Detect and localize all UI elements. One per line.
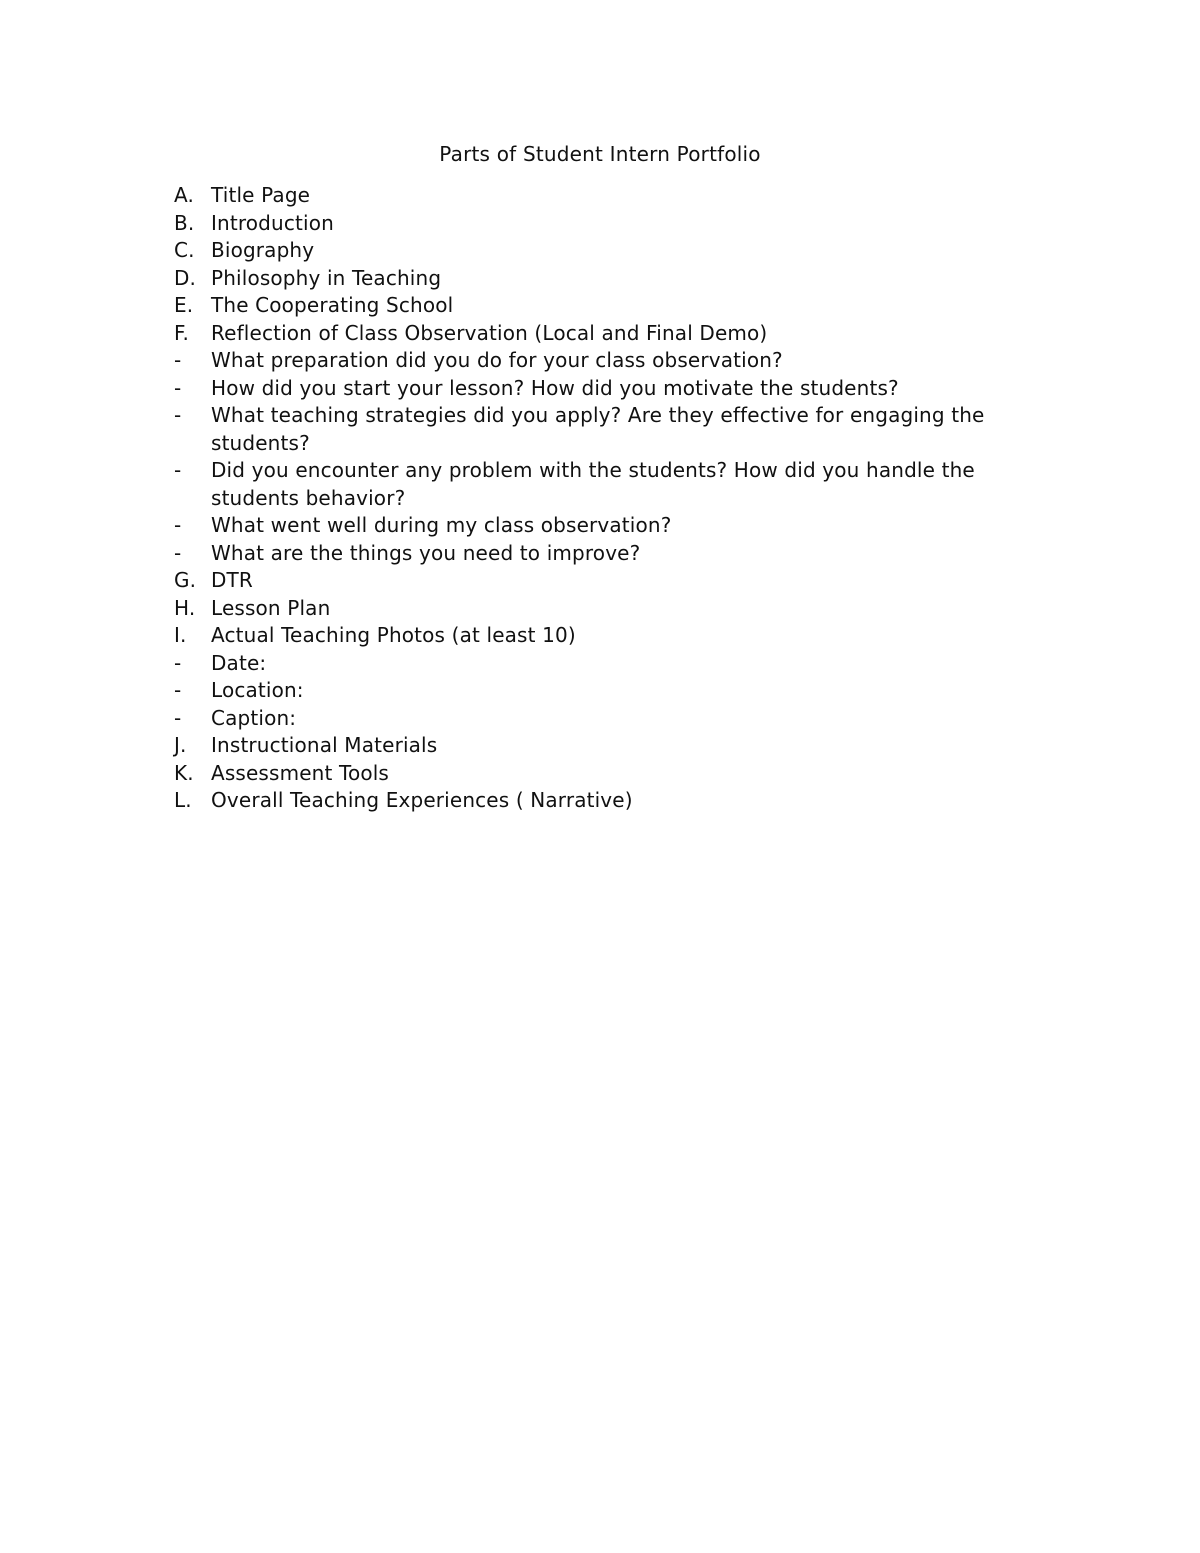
list-marker: C. xyxy=(174,238,195,262)
dash-marker: - xyxy=(174,513,182,537)
list-subitem xyxy=(174,457,1044,512)
list-item xyxy=(174,265,1044,293)
list-item-text: Biography xyxy=(211,238,315,262)
list-item-text: DTR xyxy=(211,568,253,592)
list-item-text: Actual Teaching Photos (at least 10) xyxy=(211,623,576,647)
list-item-text: The Cooperating School xyxy=(211,293,454,317)
dash-marker: - xyxy=(174,375,182,400)
list-marker: F. xyxy=(174,320,189,345)
list-marker: K. xyxy=(174,760,194,785)
list-item xyxy=(174,320,1044,348)
list-item xyxy=(174,732,1044,760)
list-item xyxy=(174,760,1044,788)
list-marker: G. xyxy=(174,568,197,592)
list-item-text: What went well during my class observation? xyxy=(211,513,672,537)
list-item-text: Introduction xyxy=(211,210,334,235)
list-subitem xyxy=(174,512,1044,540)
dash-marker: - xyxy=(174,403,182,427)
list-item xyxy=(174,210,1044,238)
list-marker: E. xyxy=(174,293,194,317)
portfolio-parts-list xyxy=(174,182,1044,815)
dash-marker: - xyxy=(174,650,182,675)
list-marker: D. xyxy=(174,265,197,290)
list-item-text: Did you encounter any problem with the students? How did you handle the students behavior? xyxy=(211,458,975,510)
list-marker: J. xyxy=(174,733,187,757)
list-item-text: Date: xyxy=(211,650,267,675)
dash-marker: - xyxy=(174,705,182,730)
list-subitem xyxy=(174,402,1044,457)
list-marker: I. xyxy=(174,623,187,647)
list-item xyxy=(174,237,1044,265)
list-marker: L. xyxy=(174,788,192,812)
list-item xyxy=(174,595,1044,623)
list-marker: H. xyxy=(174,595,196,620)
list-subitem xyxy=(174,677,1044,705)
list-item-text: How did you start your lesson? How did you motivate the students? xyxy=(211,375,899,400)
list-subitem xyxy=(174,540,1044,568)
list-subitem xyxy=(174,705,1044,733)
dash-marker: - xyxy=(174,540,182,565)
list-subitem xyxy=(174,650,1044,678)
page-title: Parts of Student Intern Portfolio xyxy=(439,142,761,166)
list-item-text: Location: xyxy=(211,678,304,702)
list-item xyxy=(174,567,1044,595)
dash-marker: - xyxy=(174,678,182,702)
list-item-text: Overall Teaching Experiences ( Narrative) xyxy=(211,788,633,812)
list-item xyxy=(174,622,1044,650)
dash-marker: - xyxy=(174,458,182,482)
list-subitem xyxy=(174,375,1044,403)
list-marker: A. xyxy=(174,183,194,207)
list-item-text: What preparation did you do for your class observation? xyxy=(211,348,783,372)
list-item xyxy=(174,182,1044,210)
list-item-text: What are the things you need to improve? xyxy=(211,540,641,565)
list-item-text: Lesson Plan xyxy=(211,595,331,620)
list-subitem xyxy=(174,347,1044,375)
list-item-text: Caption: xyxy=(211,705,297,730)
list-item-text: Instructional Materials xyxy=(211,733,438,757)
list-item-text: Philosophy in Teaching xyxy=(211,265,442,290)
list-marker: B. xyxy=(174,210,195,235)
list-item xyxy=(174,292,1044,320)
list-item-text: Reflection of Class Observation (Local and Final Demo) xyxy=(211,320,768,345)
list-item-text: Title Page xyxy=(211,183,311,207)
list-item-text: Assessment Tools xyxy=(211,760,389,785)
list-item xyxy=(174,787,1044,815)
dash-marker: - xyxy=(174,348,182,372)
list-item-text: What teaching strategies did you apply? Are they effective for engaging the students? xyxy=(211,403,985,455)
